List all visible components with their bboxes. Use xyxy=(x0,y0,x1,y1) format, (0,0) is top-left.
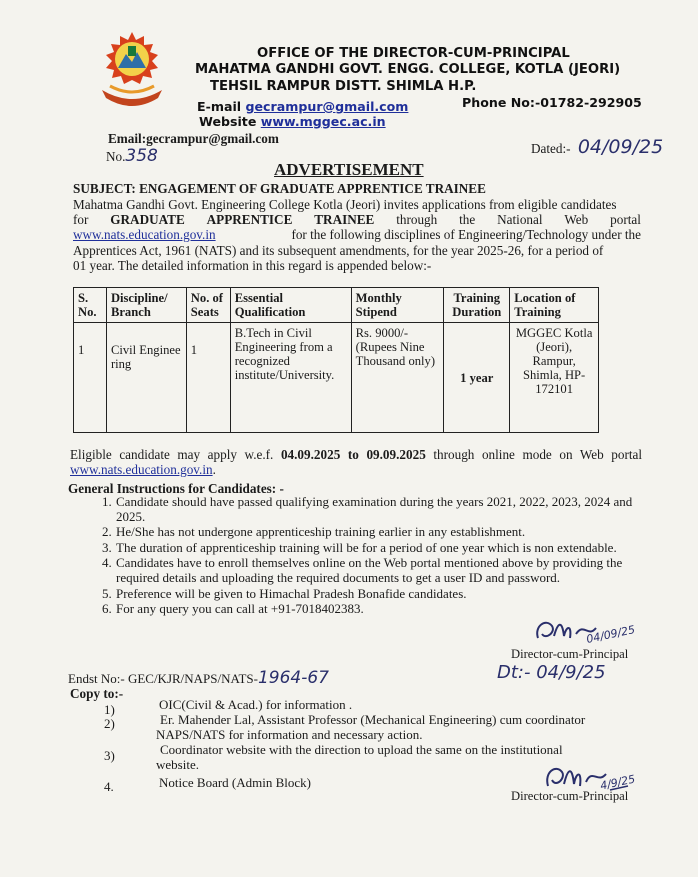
subject-line: SUBJECT: ENGAGEMENT OF GRADUATE APPRENTICE TRAINEE xyxy=(73,181,486,196)
eligibility-portal-link[interactable]: www.nats.education.gov.in xyxy=(70,462,213,478)
table-header-row xyxy=(74,288,599,323)
dt-note: Dt:- 04/9/25 xyxy=(497,662,606,683)
signature-1-date: 04/09/25 xyxy=(585,623,637,646)
director-title-2: Director-cum-Principal xyxy=(511,789,629,803)
letter-number-value: 358 xyxy=(125,146,158,166)
website-row: Website www.mggec.ac.in xyxy=(199,114,386,129)
header-sno: S. No. xyxy=(74,288,107,323)
table-row xyxy=(74,323,599,433)
instructions-heading: General Instructions for Candidates: - xyxy=(68,481,284,496)
list-item: 2. He/She has not undergone apprenticeship training earlier in any establishment. xyxy=(102,524,526,540)
endst-line: Endst No:- GEC/KJR/NAPS/NATS-1964-67 xyxy=(68,668,329,688)
intro-line-1: Mahatma Gandhi Govt. Engineering College Kotla (Jeori) invites applications from eligible candidates xyxy=(73,197,617,212)
email-line: Email:gecrampur@gmail.com xyxy=(108,131,279,146)
letter-number: No.358 xyxy=(106,146,158,166)
header-location: Location of Training xyxy=(510,288,599,323)
header-stipend: Monthly Stipend xyxy=(351,288,444,323)
cell-qualification: B.Tech in Civil Engineering from a recognized institute/University. xyxy=(230,323,351,433)
website-link[interactable]: www.mggec.ac.in xyxy=(260,114,386,129)
cell-duration: 1 year xyxy=(444,323,510,433)
cell-location: MGGEC Kotla (Jeori), Rampur, Shimla, HP-172101 xyxy=(510,323,599,433)
endst-numbers: 1964-67 xyxy=(257,668,329,688)
cell-sno: 1 xyxy=(74,323,107,433)
list-item: 5. Preference will be given to Himachal Pradesh Bonafide candidates. xyxy=(102,585,467,601)
intro-line-4: Apprentices Act, 1961 (NATS) and its subsequent amendments, for the year 2025-26, for a period of xyxy=(73,242,604,258)
cell-stipend: Rs. 9000/- (Rupees Nine Thousand only) xyxy=(351,323,444,433)
apply-end-date: 09.09.2025 xyxy=(366,447,426,462)
apprentice-table xyxy=(73,287,599,433)
signature-2-date: 4/9/25 xyxy=(599,772,637,793)
email-row: E-mail gecrampur@gmail.com xyxy=(197,99,409,114)
list-item: 1. Candidate should have passed qualifying examination during the years 2021, 2022, 2023, 2024 and 2025. xyxy=(102,494,633,524)
list-item: 3. The duration of apprenticeship training will be for a period of one year which is non extendable. xyxy=(102,539,617,555)
college-logo xyxy=(96,28,168,110)
list-item: 4. Candidates have to enroll themselves online on the Web portal mentioned above by providing the required details and uploading the required documents to get a user ID and password. xyxy=(102,555,623,585)
college-name: MAHATMA GANDHI GOVT. ENGG. COLLEGE, KOTLA (JEORI) xyxy=(195,62,621,77)
list-item: 6. For any query you can call at +91-7018402383. xyxy=(102,601,364,617)
phone-number: Phone No:-01782-292905 xyxy=(462,95,642,110)
intro-line-5: 01 year. The detailed information in this regard is appended below:- xyxy=(73,257,432,273)
header-qualification: Essential Qualification xyxy=(230,288,351,323)
instructions-list xyxy=(80,495,640,618)
college-address: TEHSIL RAMPUR DISTT. SHIMLA H.P. xyxy=(210,79,477,94)
intro-paragraph xyxy=(73,197,641,273)
office-title: OFFICE OF THE DIRECTOR-CUM-PRINCIPAL xyxy=(257,46,570,61)
intro-line-3: www.nats.education.gov.in for the following disciplines of Engineering/Technology under the xyxy=(73,227,641,243)
college-emblem-icon xyxy=(96,28,168,110)
header-duration: Training Duration xyxy=(444,288,510,323)
cell-seats: 1 xyxy=(186,323,230,433)
dated: Dated:- 04/09/25 xyxy=(531,136,664,158)
apply-start-date: 04.09.2025 xyxy=(280,447,341,462)
eligibility-paragraph: Eligible candidate may apply w.e.f. 04.09.2025 to 09.09.2025 through online mode on Web portal www.nats.education.gov.in. xyxy=(70,447,643,478)
director-title-1: Director-cum-Principal xyxy=(511,647,629,661)
copy-to-heading: Copy to:- xyxy=(70,686,124,701)
header-seats: No. of Seats xyxy=(186,288,230,323)
email-link[interactable]: gecrampur@gmail.com xyxy=(245,99,409,114)
cell-discipline: Civil Engineering xyxy=(106,323,186,433)
dated-value: 04/09/25 xyxy=(577,136,664,158)
header-discipline: Discipline/ Branch xyxy=(106,288,186,323)
intro-line-2: for GRADUATE APPRENTICE TRAINEE through the National Web portal xyxy=(73,212,641,228)
advertisement-title: ADVERTISEMENT xyxy=(274,160,424,179)
nats-portal-link[interactable]: www.nats.education.gov.in xyxy=(73,227,216,243)
